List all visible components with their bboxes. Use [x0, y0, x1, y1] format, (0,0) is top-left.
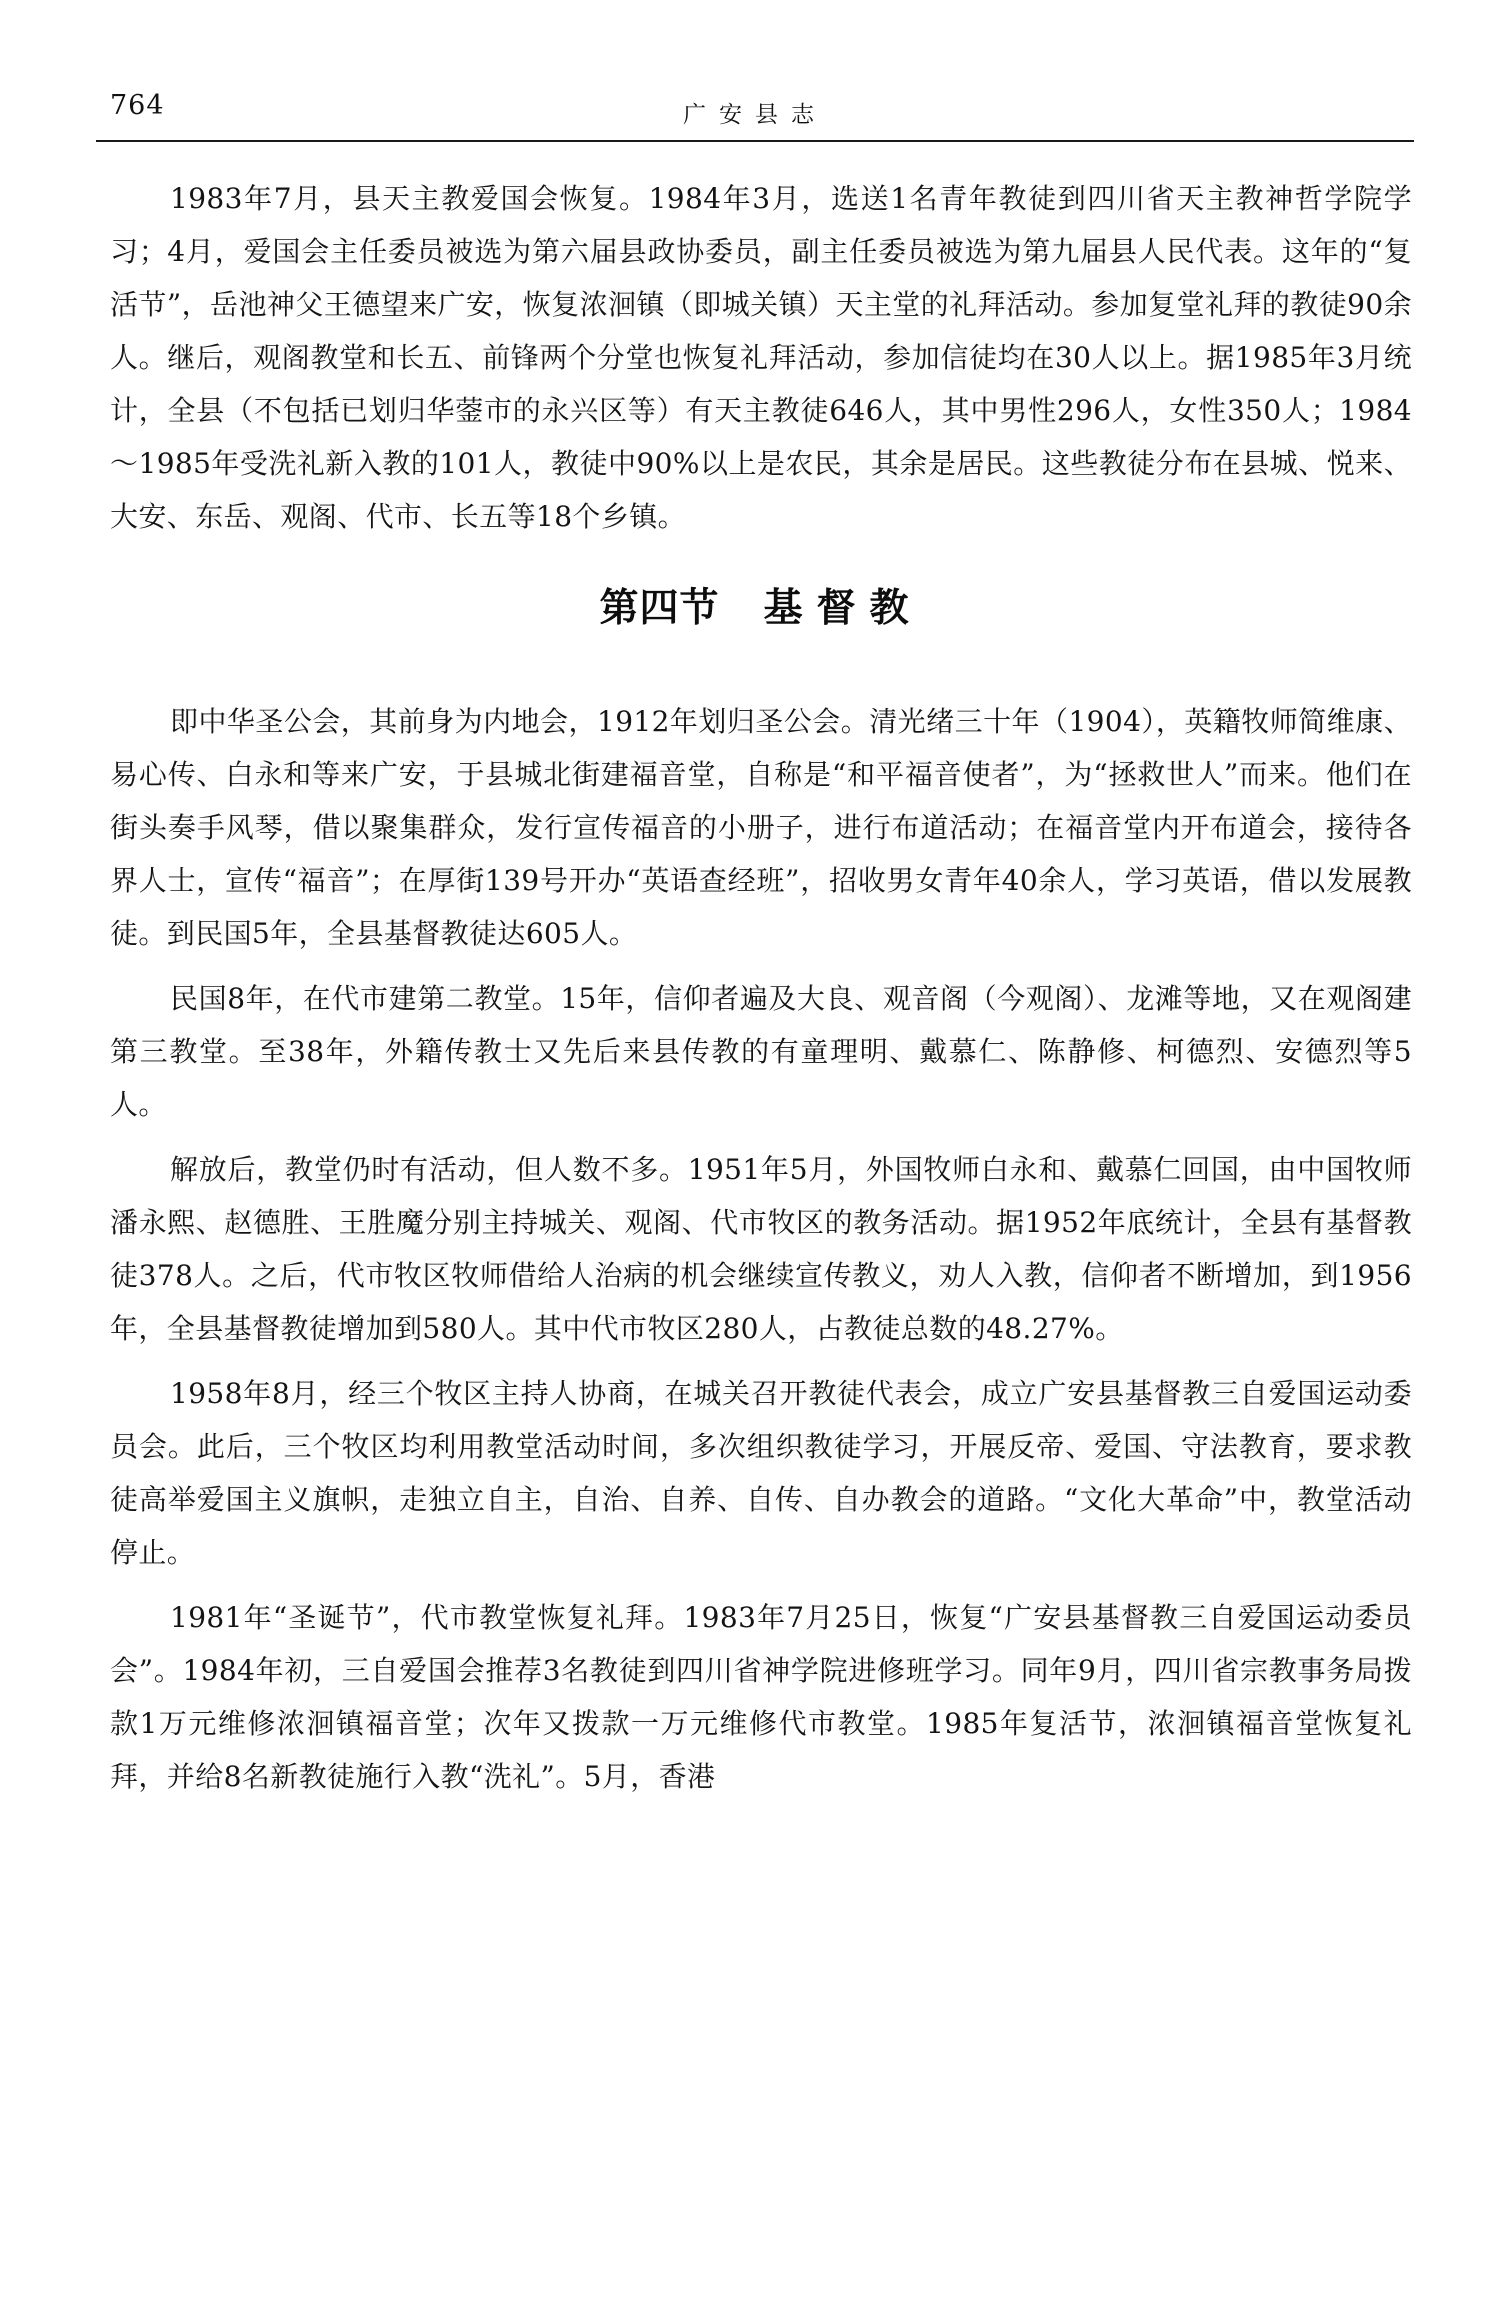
paragraph-catholic-revival: 1983年7月，县天主教爱国会恢复。1984年3月，选送1名青年教徒到四川省天主教神哲学院学习；4月，爱国会主任委员被选为第六届县政协委员，副主任委员被选为第九届县人民代表。这年的“复活节”，岳池神父王德望来广安，恢复浓洄镇（即城关镇）天主堂的礼拜活动。参加复堂礼拜的教徒90余人。继后，观阁教堂和长五、前锋两个分堂也恢复礼拜活动，参加信徒均在30人以上。据1985年3月统计，全县（不包括已划归华蓥市的永兴区等）有天主教徒646人，其中男性296人，女性350人；1984～1985年受洗礼新入教的101人，教徒中90%以上是农民，其余是居民。这些教徒分布在县城、悦来、大安、东岳、观阁、代市、长五等18个乡镇。: [110, 182, 1412, 533]
paragraph-christianity-origins: 即中华圣公会，其前身为内地会，1912年划归圣公会。清光绪三十年（1904），英籍牧师简维康、易心传、白永和等来广安，于县城北街建福音堂，自称是“和平福音使者”，为“拯救世人”而来。他们在街头奏手风琴，借以聚集群众，发行宣传福音的小册子，进行布道活动；在福音堂内开布道会，接待各界人士，宣传“福音”；在厚街139号开办“英语查经班”，招收男女青年40余人，学习英语，借以发展教徒。到民国5年，全县基督教徒达605人。: [110, 705, 1412, 950]
running-title: 广安县志: [683, 102, 827, 128]
paragraph-three-self-committee: 1958年8月，经三个牧区主持人协商，在城关召开教徒代表会，成立广安县基督教三自爱国运动委员会。此后，三个牧区均利用教堂活动时间，多次组织教徒学习，开展反帝、爱国、守法教育，要求教徒高举爱国主义旗帜，走独立自主，自治、自养、自传、自办教会的道路。“文化大革命”中，教堂活动停止。: [110, 1377, 1412, 1569]
paragraph-republic-era: 民国8年，在代市建第二教堂。15年，信仰者遍及大良、观音阁（今观阁）、龙滩等地，又在观阁建第三教堂。至38年，外籍传教士又先后来县传教的有童理明、戴慕仁、陈静修、柯德烈、安德烈等5人。: [110, 982, 1412, 1121]
section-number: 第四节: [599, 586, 720, 631]
page-header: [96, 84, 1414, 142]
section-heading: [110, 579, 1412, 639]
paragraph-post-liberation: 解放后，教堂仍时有活动，但人数不多。1951年5月，外国牧师白永和、戴慕仁回国，由中国牧师潘永熙、赵德胜、王胜魔分别主持城关、观阁、代市牧区的教务活动。据1952年底统计，全县有基督教徒378人。之后，代市牧区牧师借给人治病的机会继续宣传教义，劝人入教，信仰者不断增加，到1956年，全县基督教徒增加到580人。其中代市牧区280人，占教徒总数的48.27%。: [110, 1153, 1412, 1345]
page-number: 764: [110, 90, 165, 121]
paragraph-restoration-1980s: 1981年“圣诞节”，代市教堂恢复礼拜。1983年7月25日，恢复“广安县基督教三自爱国运动委员会”。1984年初，三自爱国会推荐3名教徒到四川省神学院进修班学习。同年9月，四川省宗教事务局拨款1万元维修浓洄镇福音堂；次年又拨款一万元维修代市教堂。1985年复活节，浓洄镇福音堂恢复礼拜，并给8名新教徒施行入教“洗礼”。5月，香港: [110, 1601, 1412, 1793]
section-title: 基督教: [763, 586, 923, 631]
body-text: [110, 172, 1412, 1815]
